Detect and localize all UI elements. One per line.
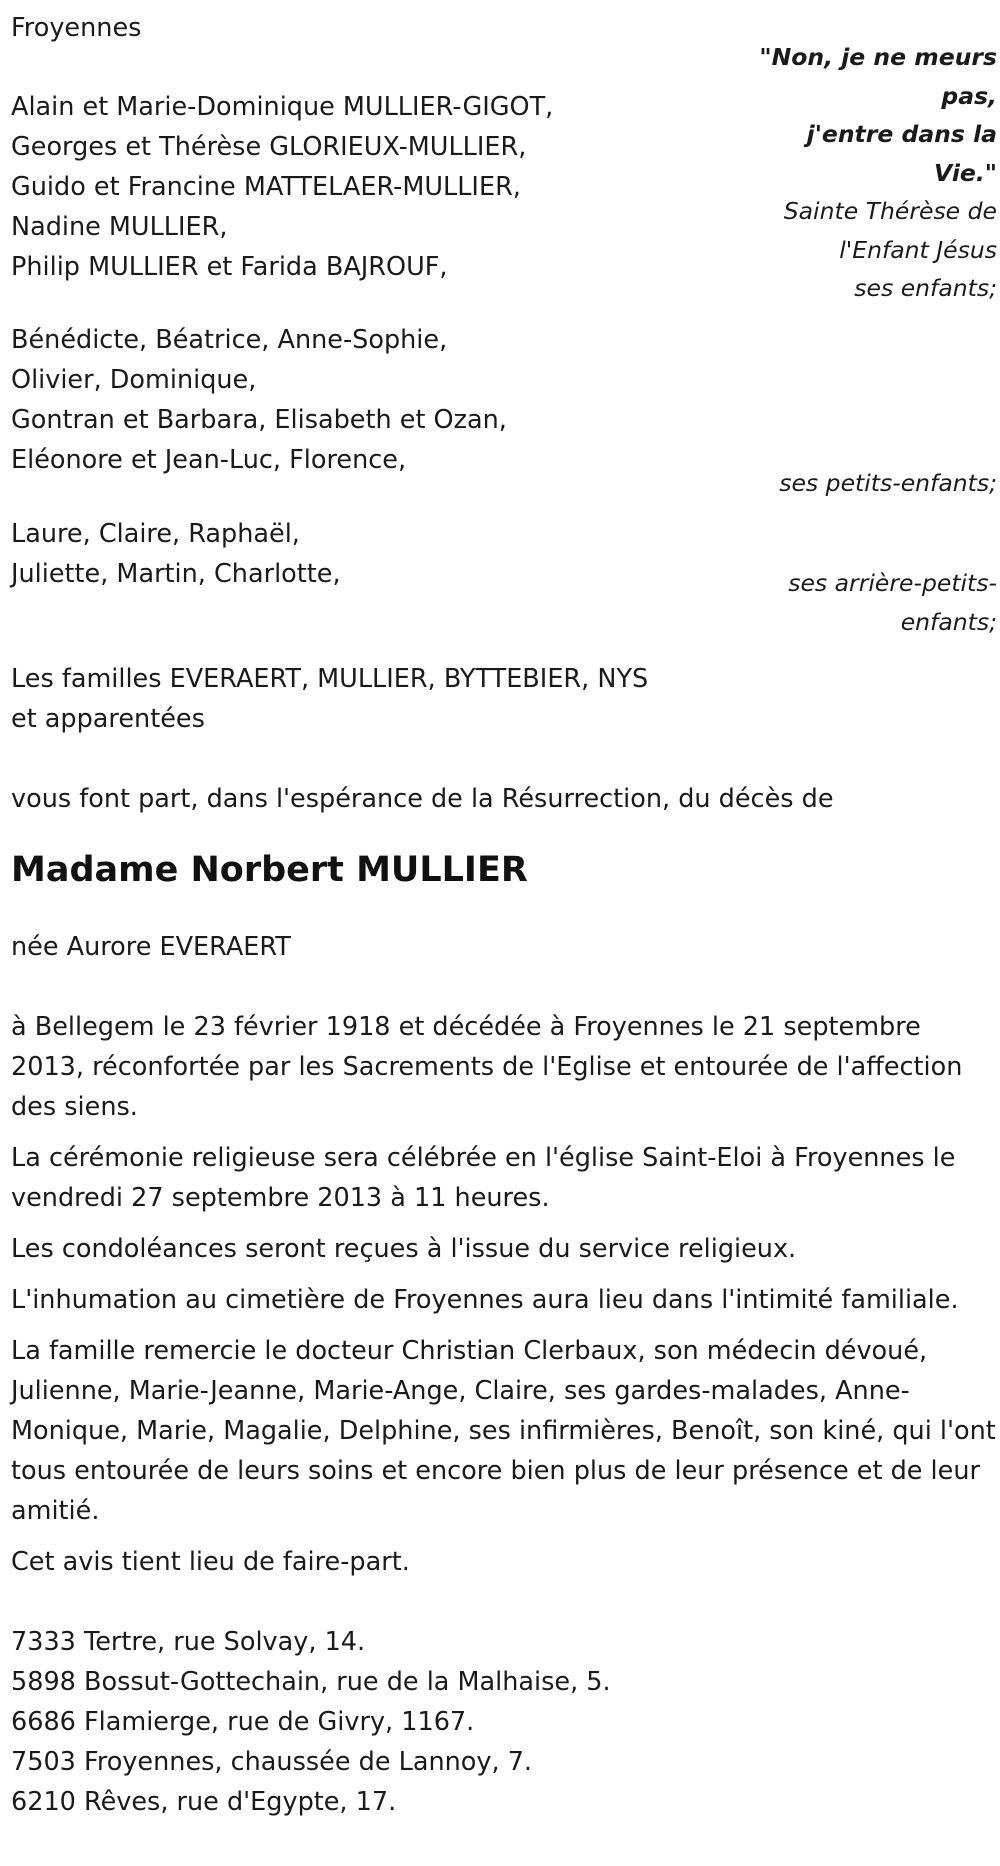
children-section [11, 8, 997, 308]
notice-paragraph: Cet avis tient lieu de faire-part. [11, 1547, 410, 1577]
grandchild-name: Bénédicte, Béatrice, Anne-Sophie, [11, 324, 448, 355]
grandchild-name: Gontran et Barbara, Elisabeth et Ozan, [11, 404, 507, 435]
grandchildren-column [11, 320, 507, 480]
families-line: Les familles EVERAERT, MULLIER, BYTTEBIER, NYS [11, 664, 649, 694]
address: 5898 Bossut-Gottechain, rue de la Malhaise, 5. [11, 1667, 611, 1697]
grandchildren-label-column [767, 320, 997, 503]
address: 7333 Tertre, rue Solvay, 14. [11, 1627, 366, 1657]
address: 6686 Flamierge, rue de Givry, 1167. [11, 1707, 475, 1737]
families-line: et apparentées [11, 704, 205, 734]
quote-author: l'Enfant Jésus [839, 235, 997, 264]
grandchild-name: Olivier, Dominique, [11, 364, 257, 395]
great-grandchild-name: Juliette, Martin, Charlotte, [11, 559, 341, 589]
quote [759, 38, 997, 192]
header-place: Froyennes [11, 13, 142, 43]
address: 7503 Froyennes, chaussée de Lannoy, 7. [11, 1747, 533, 1777]
child-name: Guido et Francine MATTELAER-MULLIER, [11, 172, 521, 202]
address-list [11, 1622, 997, 1822]
children-label: ses enfants; [854, 274, 997, 302]
obituary-notice [11, 8, 997, 1822]
burial-paragraph: L'inhumation au cimetière de Froyennes aura lieu dans l'intimité familiale. [11, 1285, 959, 1315]
grandchildren-label: ses petits-enfants; [779, 468, 997, 497]
great-grandchildren-label-column [767, 514, 997, 641]
quote-line: j'entre dans la [806, 120, 997, 148]
ceremony-paragraph: La cérémonie religieuse sera célébrée en l'église Saint-Eloi à Froyennes le vendredi 27 septembre 2013 à 11 heures. [11, 1143, 956, 1213]
grandchild-name: Eléonore et Jean-Luc, Florence, [11, 444, 407, 475]
great-grandchildren-label: ses arrière-petits- [788, 569, 997, 597]
great-grandchildren-column [11, 514, 341, 594]
children-column [11, 8, 553, 287]
families-section [11, 659, 997, 739]
announcement: vous font part, dans l'espérance de la Résurrection, du décès de [11, 784, 834, 814]
born-name: née Aurore EVERAERT [11, 932, 291, 962]
address: 6210 Rêves, rue d'Egypte, 17. [11, 1787, 397, 1817]
great-grandchildren-label: enfants; [900, 607, 997, 636]
notice-body [11, 1007, 997, 1582]
grandchildren-section [11, 320, 997, 503]
thanks-paragraph: La famille remercie le docteur Christian Clerbaux, son médecin dévoué, Julienne, Marie-Jeanne, Marie-Ange, Claire, ses gardes-malades, Anne-Monique, Marie, Magalie, Delphine, ses infirmières, Benoît, son kiné, qui l'ont tous entourée de leurs soins et encore bien plus de leur présence et de leur amitié. [11, 1336, 996, 1526]
condolences-paragraph: Les condoléances seront reçues à l'issue du service religieux. [11, 1234, 797, 1264]
deceased-name: Madame Norbert MULLIER [11, 850, 528, 890]
birth-death-paragraph: à Bellegem le 23 février 1918 et décédée à Froyennes le 21 septembre 2013, réconfortée par les Sacrements de l'Eglise et entourée de l'affection des siens. [11, 1012, 963, 1122]
child-name: Nadine MULLIER, [11, 212, 228, 242]
quote-line: Vie." [934, 158, 997, 187]
great-grandchild-name: Laure, Claire, Raphaël, [11, 519, 300, 549]
child-name: Georges et Thérèse GLORIEUX-MULLIER, [11, 132, 527, 162]
quote-author: Sainte Thérèse de [783, 197, 997, 225]
quote-column [759, 8, 997, 308]
child-name: Alain et Marie-Dominique MULLIER-GIGOT, [11, 92, 554, 122]
child-name: Philip MULLIER et Farida BAJROUF, [11, 252, 448, 282]
great-grandchildren-section [11, 514, 997, 641]
quote-line: pas, [941, 81, 997, 110]
quote-line: "Non, je ne meurs [759, 43, 997, 71]
